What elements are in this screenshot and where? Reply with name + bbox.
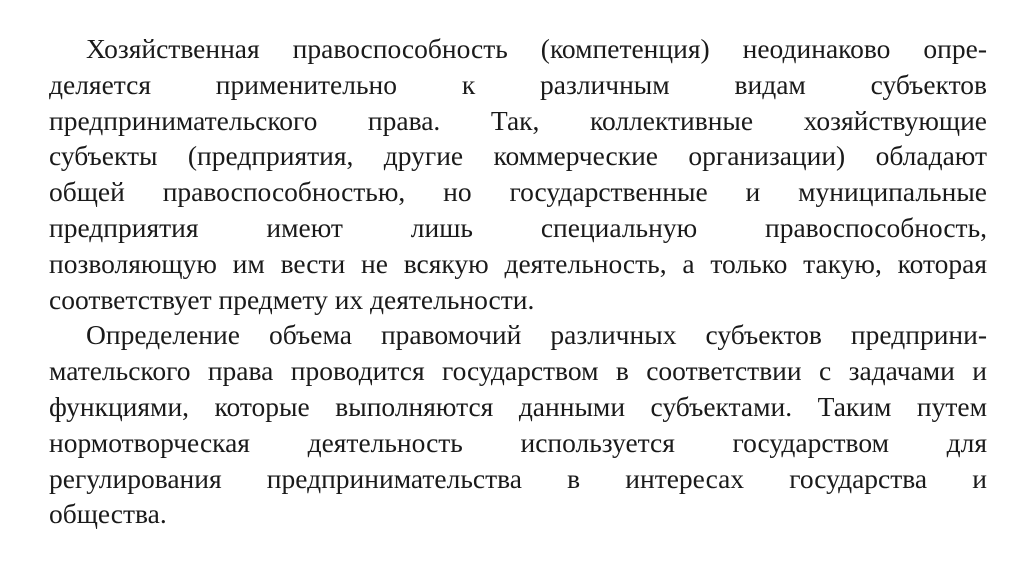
text-line: Определение объема правомочий различных субъектов предприни- bbox=[86, 319, 987, 351]
paragraph-legal-capacity bbox=[49, 31, 987, 317]
text-line: соответствует предмету их деятельности. bbox=[49, 283, 535, 315]
text-line: предприятия имеют лишь специальную правоспособность, bbox=[49, 211, 987, 243]
document-body bbox=[49, 31, 987, 532]
text-line: субъекты (предприятия, другие коммерческие организации) обладают bbox=[49, 140, 987, 172]
text-line: предпринимательского права. Так, коллективные хозяйствующие bbox=[49, 104, 987, 136]
text-line: функциями, которые выполняются данными субъектами. Таким путем bbox=[49, 390, 987, 422]
text-line: мательского права проводится государством в соответствии с задачами и bbox=[49, 355, 987, 387]
text-line: Хозяйственная правоспособность (компетенция) неодинаково опре- bbox=[86, 33, 987, 64]
text-line: позволяющую им вести не всякую деятельность, а только такую, которая bbox=[49, 247, 987, 279]
text-line: деляется применительно к различным видам субъектов bbox=[49, 68, 987, 100]
paragraph-scope-of-powers bbox=[49, 317, 987, 532]
text-line: общества. bbox=[49, 498, 167, 530]
text-line: нормотворческая деятельность используется государством для bbox=[49, 426, 987, 458]
text-line: общей правоспособностью, но государственные и муниципальные bbox=[49, 176, 987, 208]
text-line: регулирования предпринимательства в интересах государства и bbox=[49, 462, 987, 494]
